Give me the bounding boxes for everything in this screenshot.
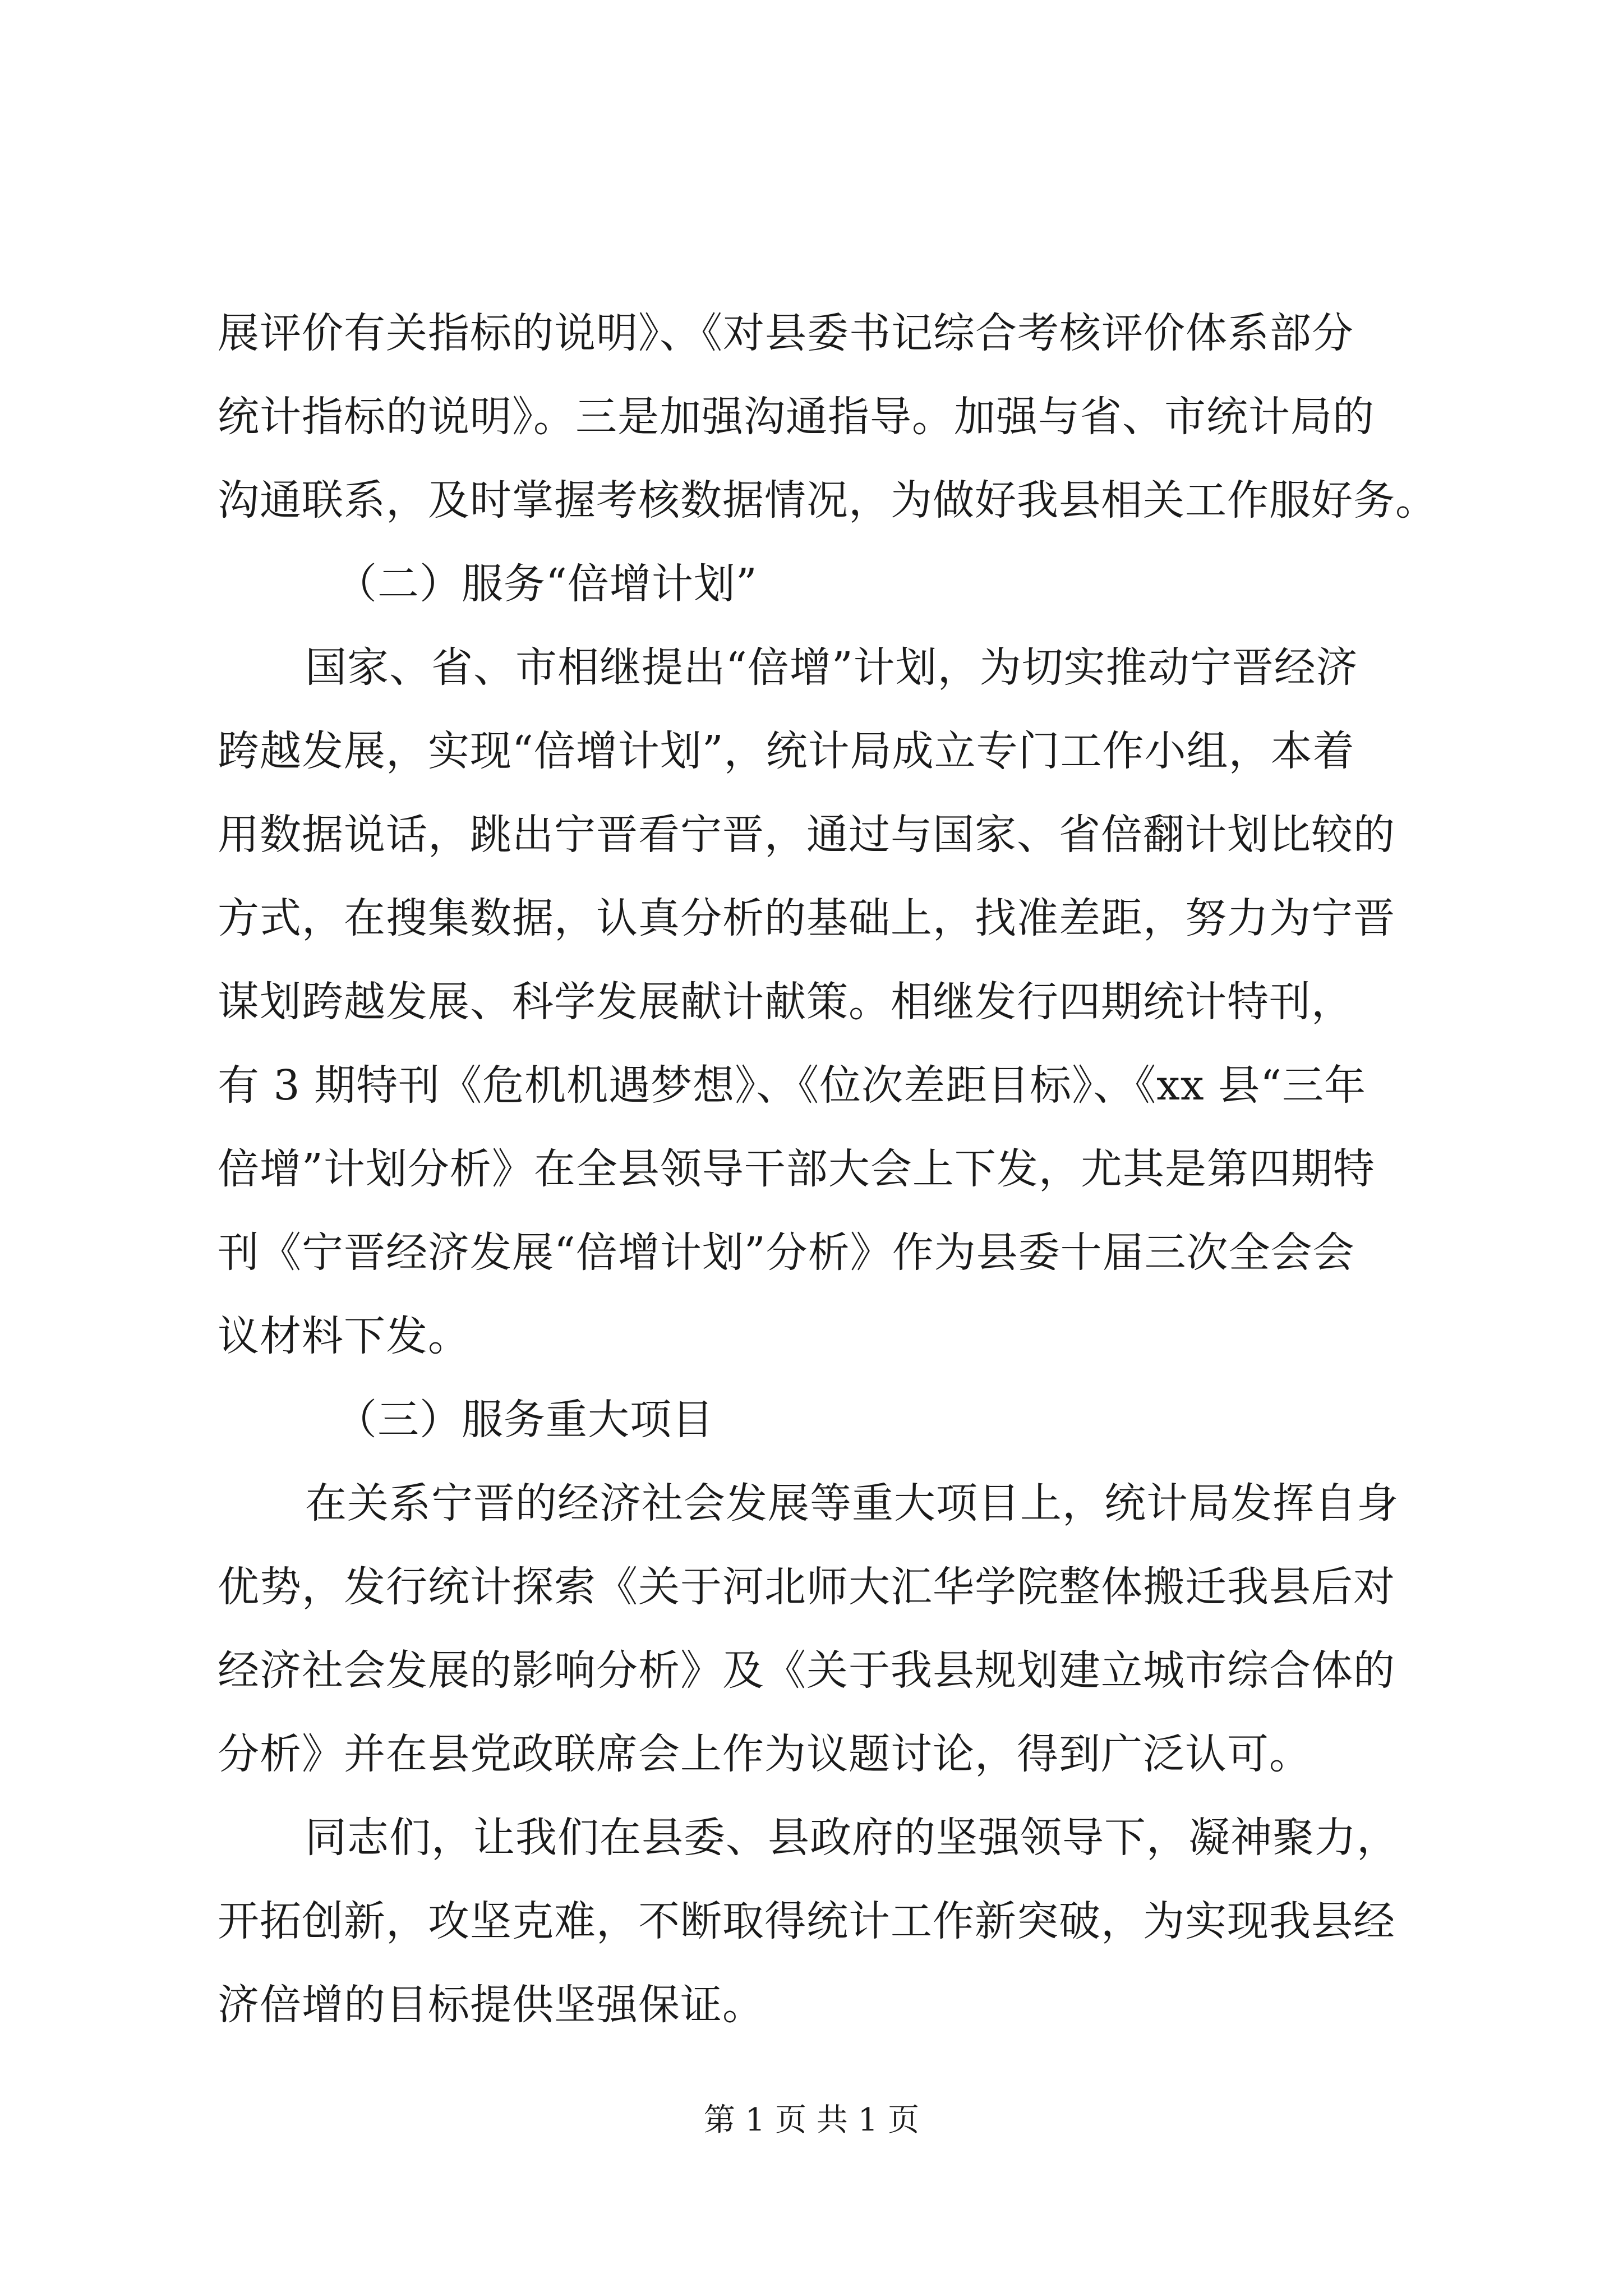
document-body — [218, 292, 1437, 2047]
page-footer: 第 1 页 共 1 页 — [703, 2102, 920, 2138]
paragraph-line: 经济社会发展的影响分析》及《关于我县规划建立城市综合体的 — [218, 1646, 1395, 1695]
paragraph-line: 国家、省、市相继提出“倍增”计划，为切实推动宁晋经济 — [305, 643, 1358, 692]
paragraph-line: 展评价有关指标的说明》、《对县委书记综合考核评价体系部分 — [218, 309, 1354, 357]
paragraph-line: 优势，发行统计探索《关于河北师大汇华学院整体搬迁我县后对 — [218, 1563, 1395, 1611]
paragraph-line: 在关系宁晋的经济社会发展等重大项目上，统计局发挥自身 — [305, 1479, 1399, 1527]
paragraph-line: 用数据说话，跳出宁晋看宁晋，通过与国家、省倍翻计划比较的 — [218, 811, 1395, 859]
paragraph-line: 同志们，让我们在县委、县政府的坚强领导下，凝神聚力， — [305, 1814, 1399, 1862]
section-heading-3: （三）服务重大项目 — [335, 1396, 714, 1444]
paragraph-line: 开拓创新，攻坚克难，不断取得统计工作新突破，为实现我县经 — [218, 1897, 1395, 1945]
paragraph-line: 谋划跨越发展、科学发展献计献策。相继发行四期统计特刊， — [218, 978, 1353, 1026]
paragraph-line: 议材料下发。 — [218, 1312, 470, 1360]
section-heading-2: （二）服务“倍增计划” — [335, 560, 758, 608]
paragraph-line: 济倍增的目标提供坚强保证。 — [218, 1981, 764, 2029]
paragraph-line: 跨越发展，实现“倍增计划”，统计局成立专门工作小组，本着 — [218, 727, 1355, 775]
paragraph-line: 统计指标的说明》。三是加强沟通指导。加强与省、市统计局的 — [218, 393, 1375, 441]
paragraph-line: 方式，在搜集数据，认真分析的基础上，找准差距，努力为宁晋 — [218, 894, 1395, 942]
paragraph-line: 倍增”计划分析》在全县领导干部大会上下发，尤其是第四期特 — [218, 1145, 1375, 1193]
paragraph-line: 有 3 期特刊《危机机遇梦想》、《位次差距目标》、《xx 县“三年 — [218, 1061, 1366, 1110]
paragraph-line: 沟通联系，及时掌握考核数据情况，为做好我县相关工作服好务。 — [218, 476, 1437, 524]
paragraph-line: 刊《宁晋经济发展“倍增计划”分析》作为县委十届三次全会会 — [218, 1228, 1355, 1277]
paragraph-line: 分析》并在县党政联席会上作为议题讨论，得到广泛认可。 — [218, 1730, 1311, 1778]
